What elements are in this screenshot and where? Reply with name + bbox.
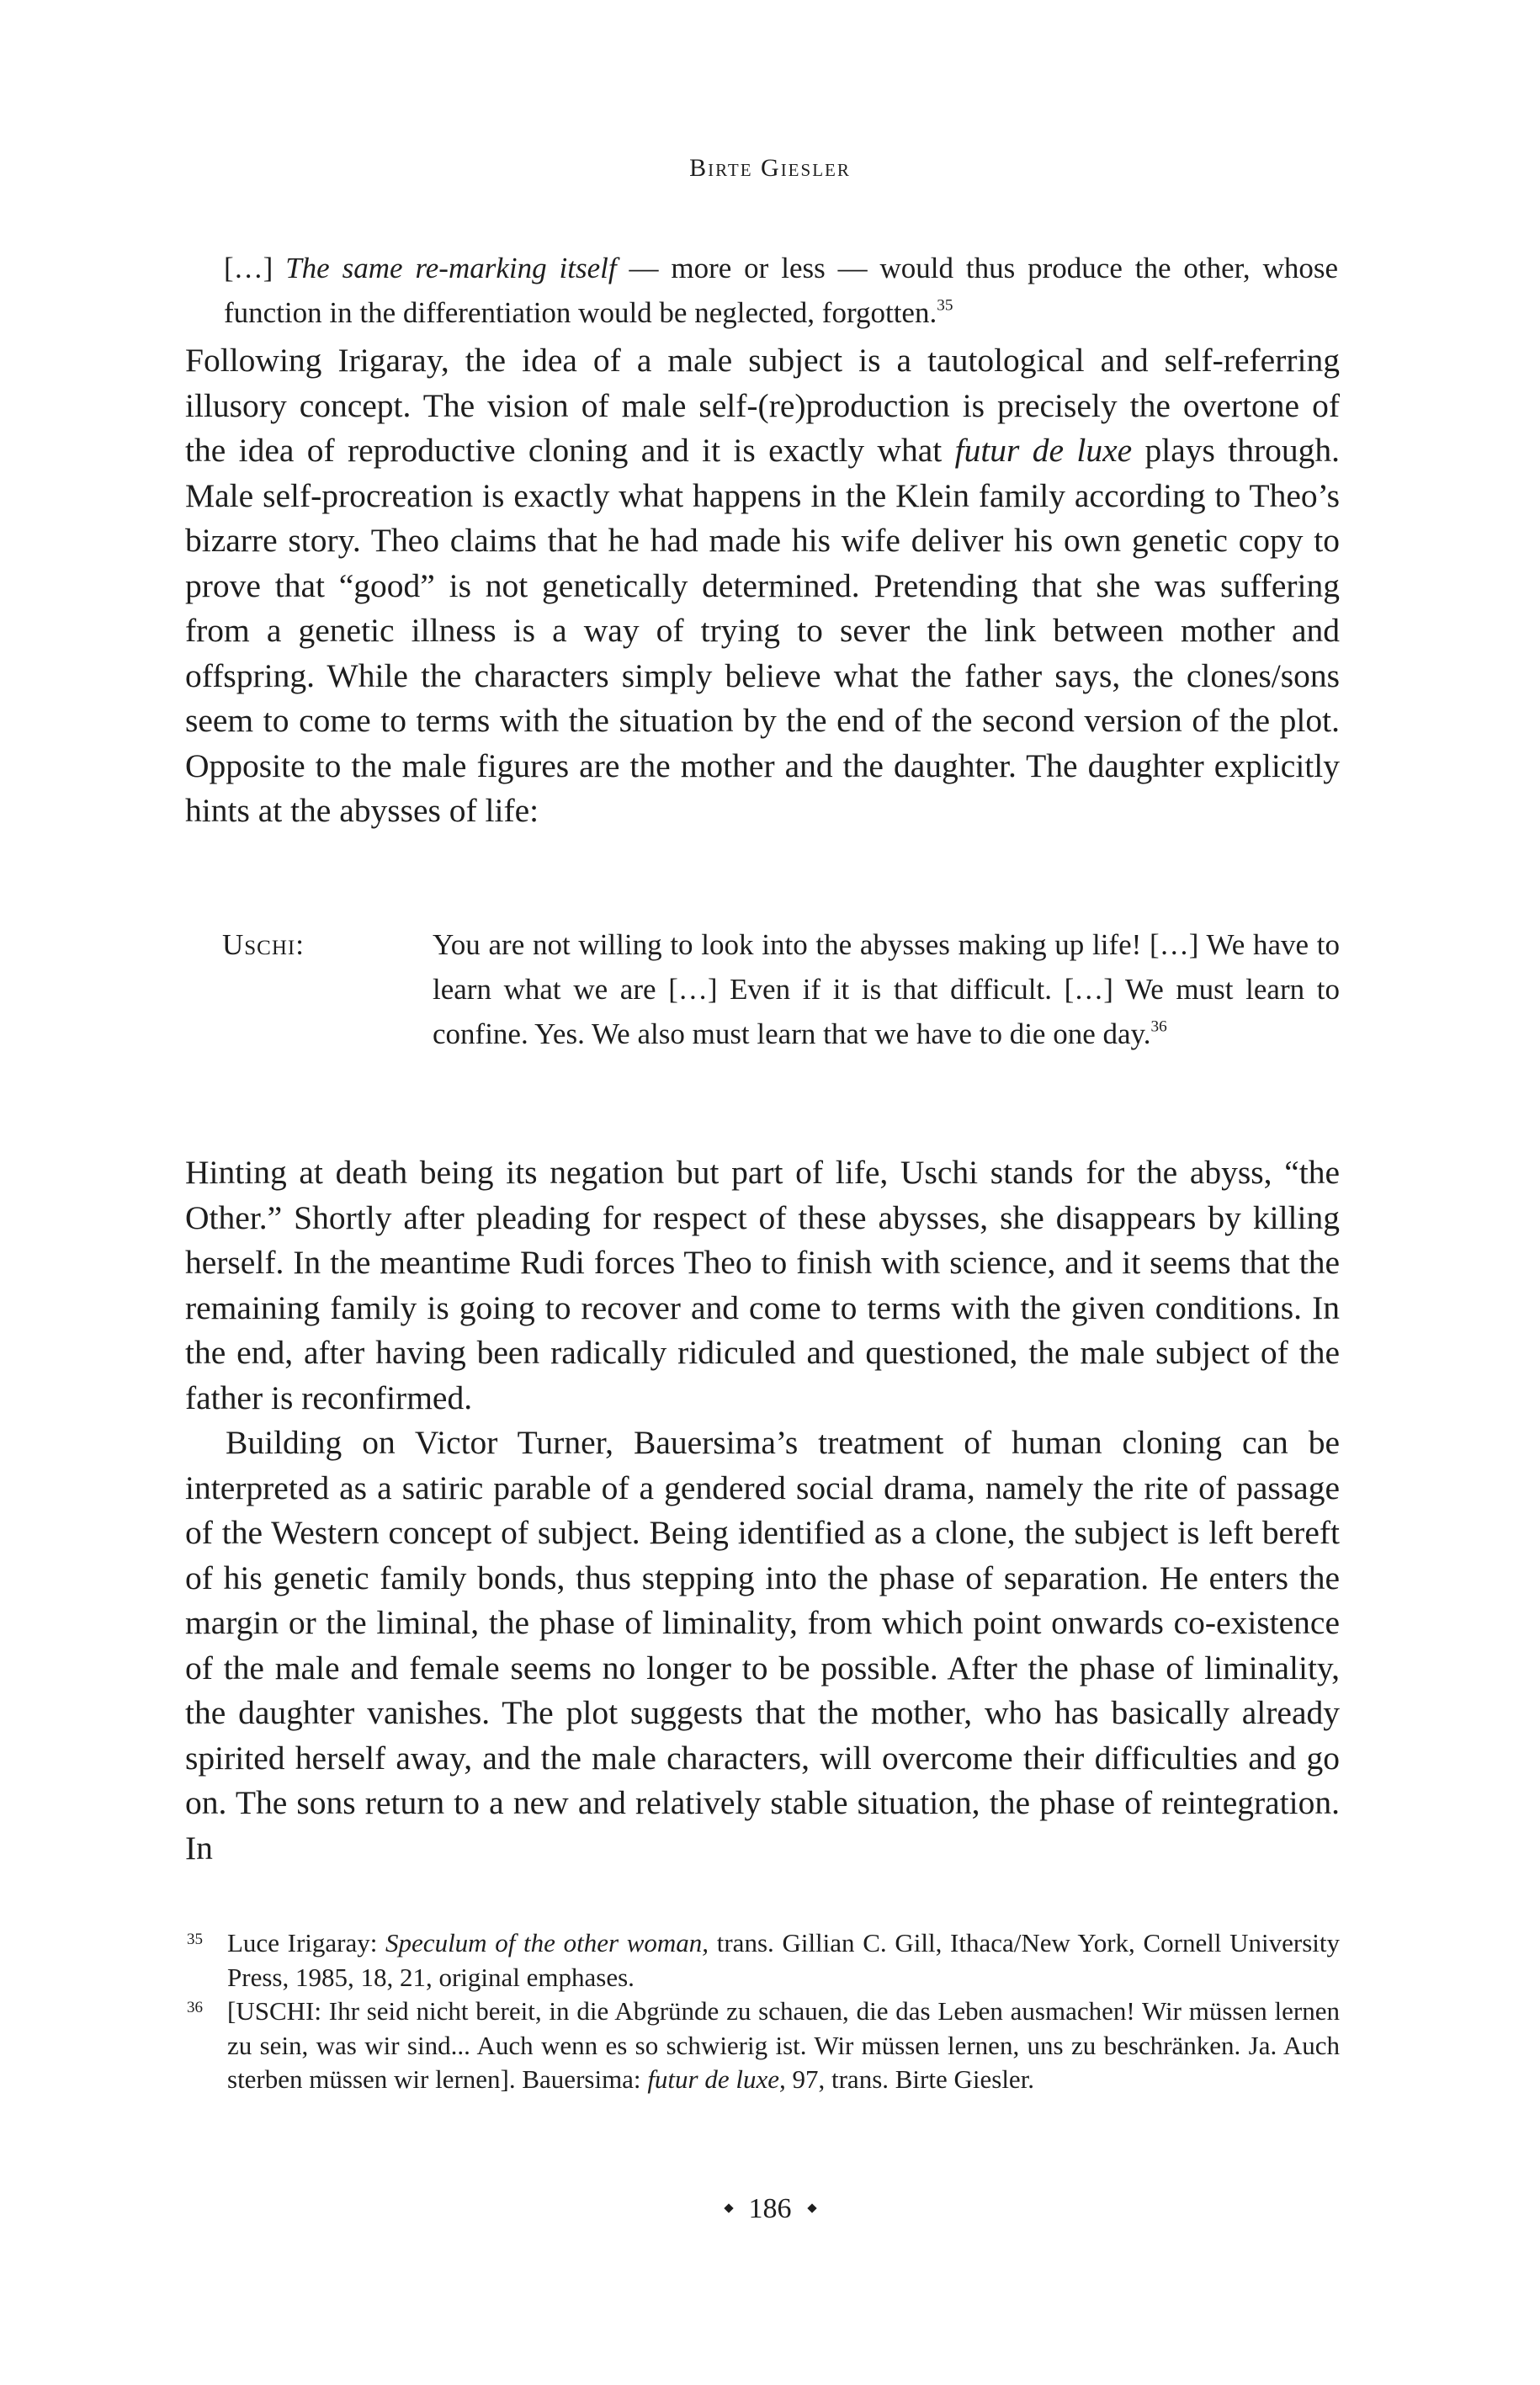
footnote-number: 35 — [187, 1931, 203, 1948]
dialogue-quote — [222, 922, 1340, 1056]
page-number-value: 186 — [748, 2193, 792, 2224]
body-continued — [185, 1150, 1340, 1871]
quote-prefix: […] — [224, 252, 286, 284]
speaker-label: Uschi: — [222, 928, 305, 961]
footnote-text-post: trans. Gillian C. Gill, Ithaca/New York, Cornell University Press, 1985, 18, 21, original emphases. — [227, 1928, 1340, 1992]
footnote-text — [227, 1926, 1340, 1995]
footnote-text-pre: [USCHI: Ihr seid nicht bereit, in die Abgründe zu schauen, die das Leben ausmachen! Wir müssen lernen zu sein, was wir sind... Auch wenn es so schwierig ist. Wir müssen lernen, uns zu beschränken. Ja. Auch sterben müssen wir lernen]. Bauersima: — [227, 1996, 1340, 2094]
running-head: Birte Giesler — [689, 154, 851, 182]
footnote-number: 36 — [187, 1999, 203, 2016]
footnote-36 — [185, 1995, 1340, 2097]
footnote-35 — [185, 1926, 1340, 1995]
footnote-title: Speculum of the other woman, — [385, 1928, 709, 1957]
footnote-text-pre: Luce Irigaray: — [227, 1928, 386, 1957]
footnote-text — [227, 1995, 1340, 2097]
title-futur-de-luxe: futur de luxe — [954, 432, 1133, 469]
paragraph-1-part1: Following Irigaray, the idea of a male subject is a tautological and self-referring illusory concept. The vision of male self-(re)production is precisely the overtone of the idea of reproductive cloning and it is exactly what — [185, 342, 1340, 469]
footnote-title: futur de luxe, — [647, 2064, 786, 2094]
paragraph-2: Hinting at death being its negation but part of life, Uschi stands for the abyss, “the Other.” Shortly after pleading for respect of these abysses, she disappears by killing herself. In the meantime Rudi forces Theo to finish with science, and it seems that the remaining family is going to recover and come to terms with the given conditions. In the end, after having been radically ridiculed and questioned, the male subject of the father is reconfirmed. — [185, 1154, 1340, 1416]
block-quote — [224, 246, 1338, 335]
page-number — [0, 2193, 1540, 2225]
footnote-ref-36[interactable]: 36 — [1150, 1017, 1167, 1036]
bullet-icon — [807, 2204, 816, 2213]
paragraph-1-part2: plays through. Male self-procreation is exactly what happens in the Klein family according to Theo’s bizarre story. Theo claims that he had made his wife deliver his own genetic copy to prove that “good” is not genetically determined. Pretending that she was suffering from a genetic illness is a way of trying to sever the link between mother and offspring. While the characters simply believe what the father says, the clones/sons seem to come to terms with the situation by the end of the second version of the plot. Opposite to the male figures are the mother and the daughter. The daughter explicitly hints at the abysses of life: — [185, 432, 1340, 829]
footnote-ref-35[interactable]: 35 — [937, 296, 953, 315]
paragraph-1 — [185, 338, 1340, 834]
quote-text: — more or less — would thus produce the other, whose function in the differentiation would be neglected, forgotten. — [224, 252, 1339, 329]
speech-text — [433, 922, 1340, 1056]
quote-italic: The same re-marking itself — [285, 252, 617, 284]
speech-content: You are not willing to look into the abysses making up life! […] We have to learn what we are […] Even if it is that difficult. […] We must learn to confine. Yes. We also must learn that we have to die one day. — [433, 928, 1340, 1050]
paragraph-3: Building on Victor Turner, Bauersima’s treatment of human cloning can be interpreted as a satiric parable of a gendered social drama, namely the rite of passage of the Western concept of subject. Being identified as a clone, the subject is left bereft of his genetic family bonds, thus stepping into the phase of separation. He enters the margin or the liminal, the phase of liminality, from which point onwards co-existence of the male and female seems no longer to be possible. After the phase of liminality, the daughter vanishes. The plot suggests that the mother, who has basically already spirited herself away, and the male characters, will overcome their difficulties and go on. The sons return to a new and relatively stable situation, the phase of reintegration. In — [185, 1424, 1340, 1867]
bullet-icon — [724, 2204, 733, 2213]
footnote-text-post: 97, trans. Birte Giesler. — [785, 2064, 1035, 2094]
footnotes — [185, 1926, 1340, 2097]
